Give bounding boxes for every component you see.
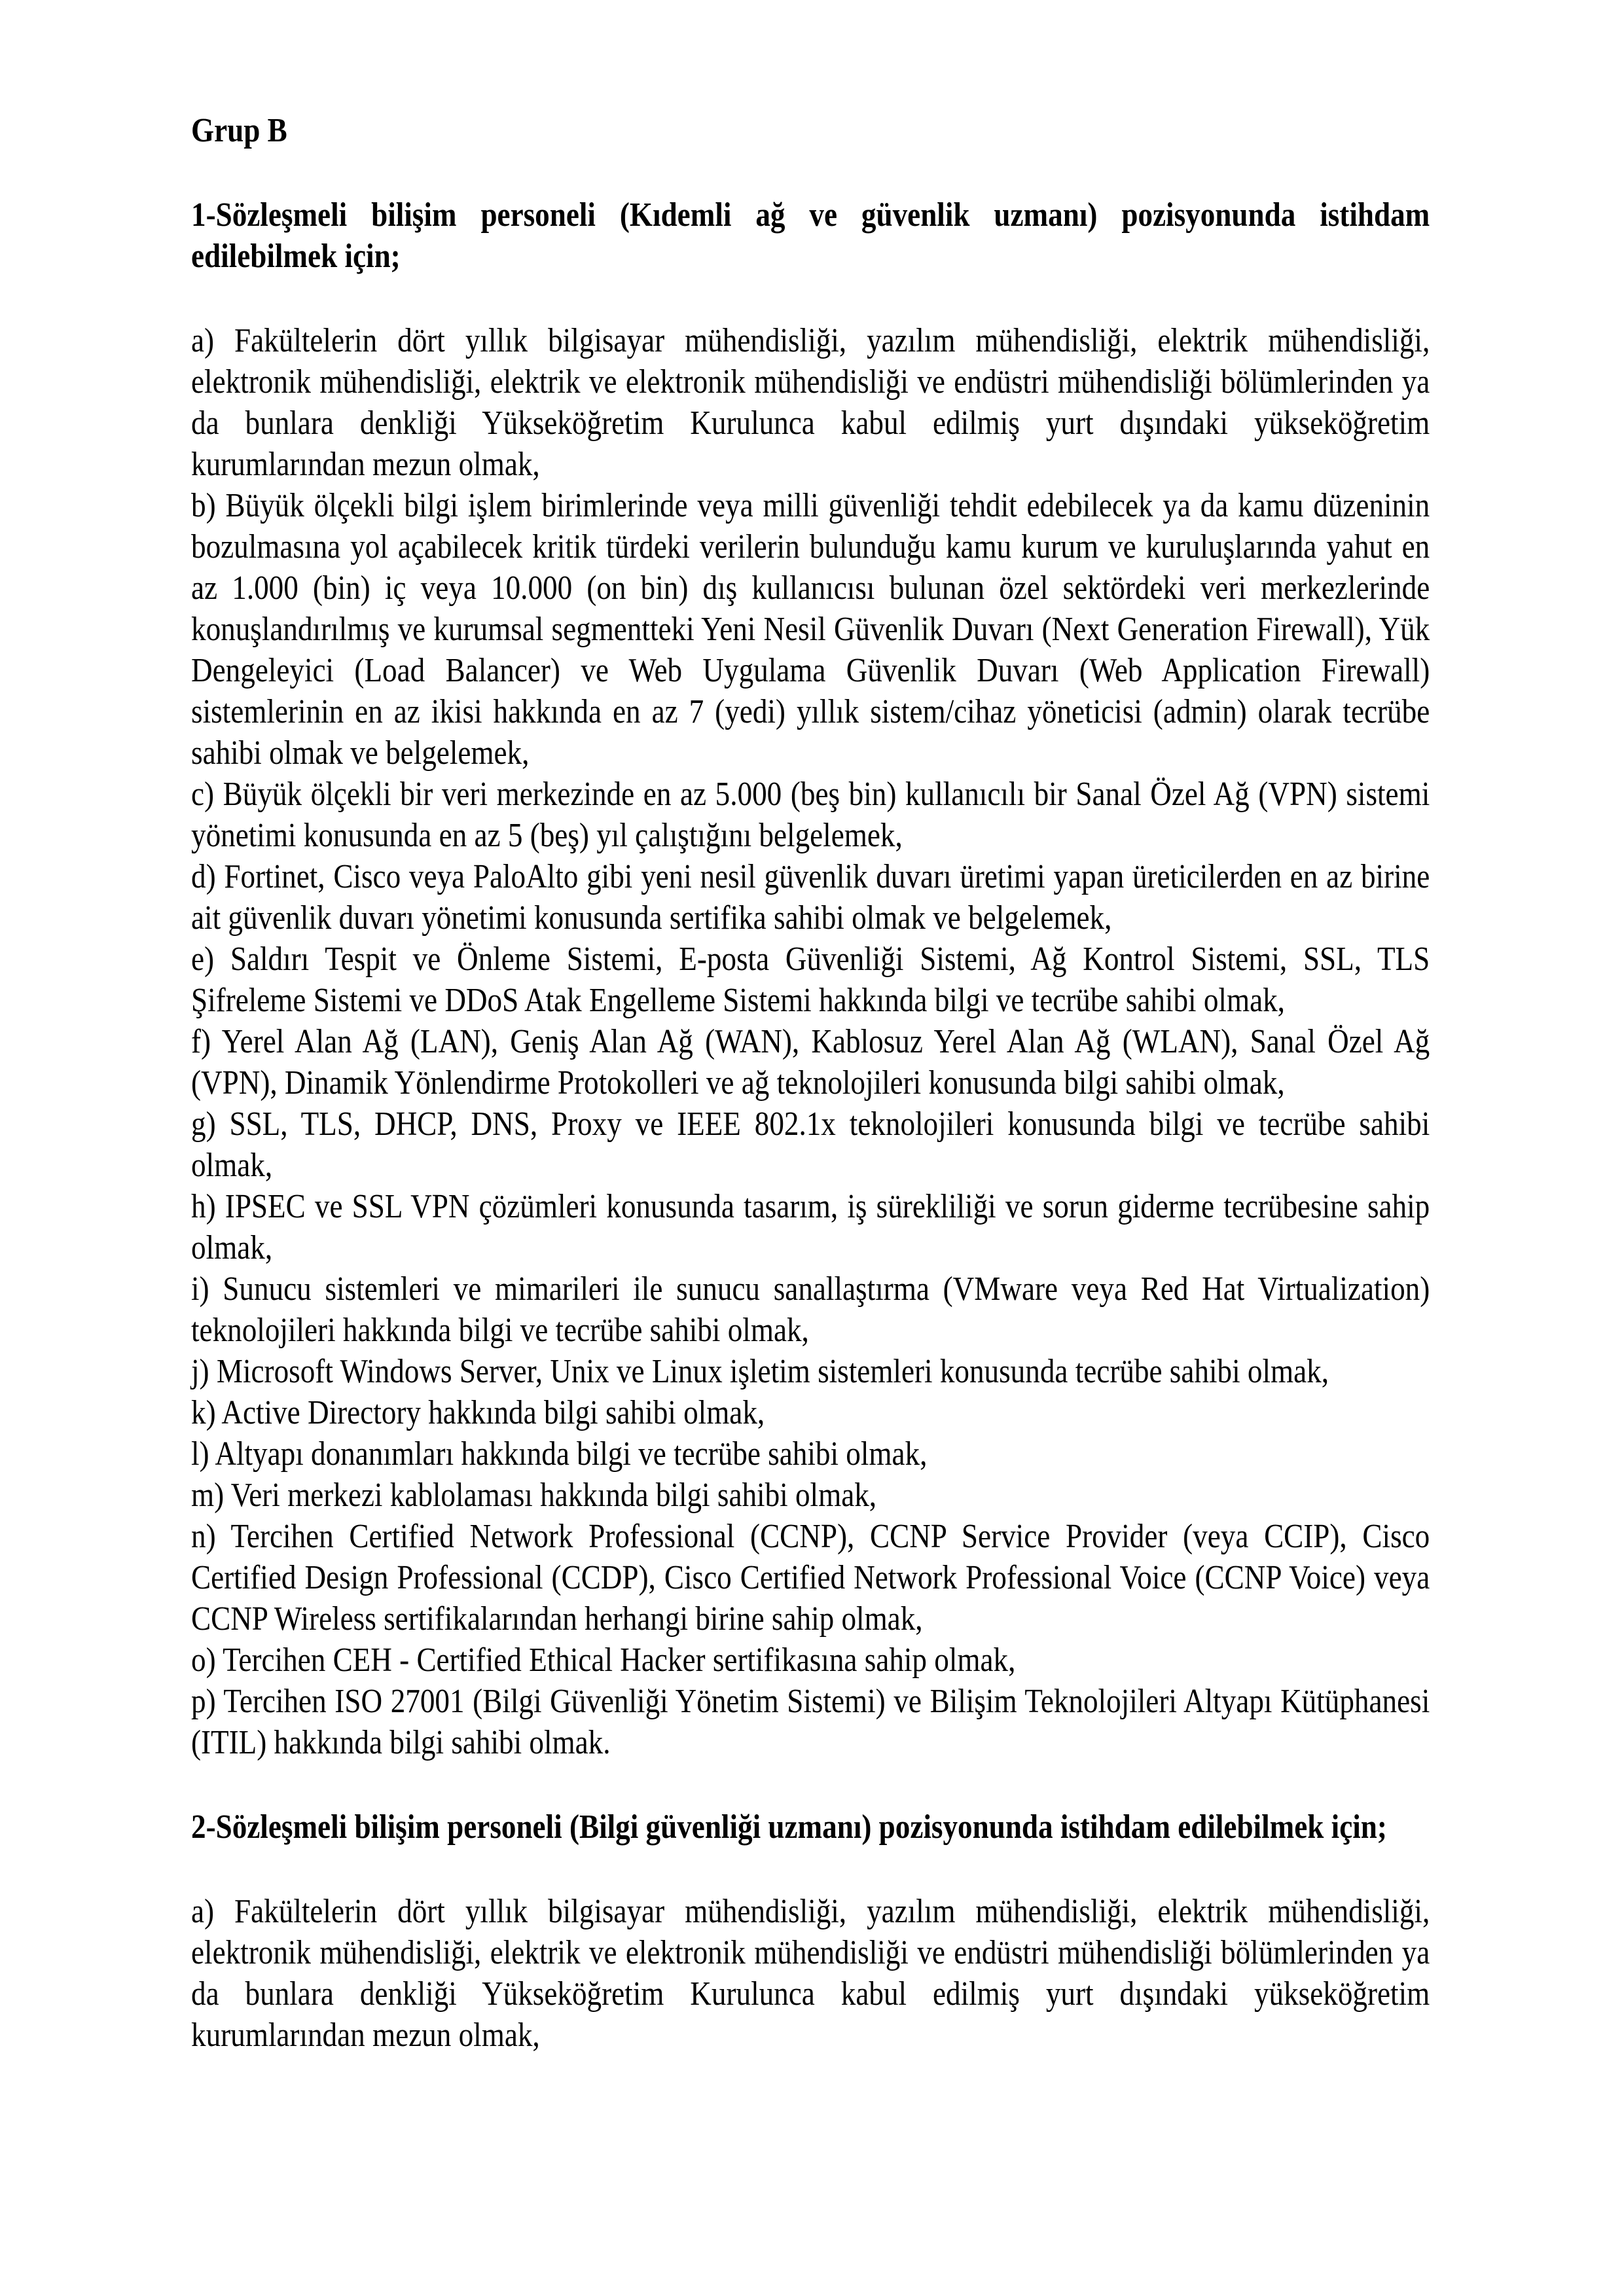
section-1-heading: 1-Sözleşmeli bilişim personeli (Kıdemli ağ ve güvenlik uzmanı) pozisyonunda istihdam edilebilmek için; — [191, 196, 1430, 275]
requirement-item-1k: k) Active Directory hakkında bilgi sahibi olmak, — [191, 1394, 765, 1431]
section-2-heading: 2-Sözleşmeli bilişim personeli (Bilgi güvenliği uzmanı) pozisyonunda istihdam edilebilmek için; — [191, 1808, 1387, 1846]
document-text-block — [191, 110, 1430, 2056]
requirement-item-1j: j) Microsoft Windows Server, Unix ve Linux işletim sistemleri konusunda tecrübe sahibi olmak, — [191, 1353, 1329, 1390]
group-title: Grup B — [191, 112, 287, 149]
requirement-item-1n: n) Tercihen Certified Network Professional (CCNP), CCNP Service Provider (veya CCIP), Cisco Certified Design Professional (CCDP), Cisco Certified Network Professional Voice (CCNP Voice) veya CCNP Wireless sertifikalarından herhangi birine sahip olmak, — [191, 1518, 1430, 1638]
requirement-item-1g: g) SSL, TLS, DHCP, DNS, Proxy ve IEEE 802.1x teknolojileri konusunda bilgi ve tecrübe sahibi olmak, — [191, 1105, 1430, 1184]
requirement-item-1e: e) Saldırı Tespit ve Önleme Sistemi, E-posta Güvenliği Sistemi, Ağ Kontrol Sistemi, SSL, TLS Şifreleme Sistemi ve DDoS Atak Engelleme Sistemi hakkında bilgi ve tecrübe sahibi olmak, — [191, 941, 1430, 1019]
requirement-item-2a: a) Fakültelerin dört yıllık bilgisayar mühendisliği, yazılım mühendisliği, elektrik mühendisliği, elektronik mühendisliği, elektrik ve elektronik mühendisliği ve endüstri mühendisliği bölümlerinden ya da bunlara denkliği Yükseköğretim Kurulunca kabul edilmiş yurt dışındaki yükseköğretim kurumlarından mezun olmak, — [191, 1893, 1430, 2054]
requirement-item-1d: d) Fortinet, Cisco veya PaloAlto gibi yeni nesil güvenlik duvarı üretimi yapan üreticilerden en az birine ait güvenlik duvarı yönetimi konusunda sertifika sahibi olmak ve belgelemek, — [191, 858, 1430, 937]
requirement-item-1h: h) IPSEC ve SSL VPN çözümleri konusunda tasarım, iş sürekliliği ve sorun giderme tecrübesine sahip olmak, — [191, 1188, 1430, 1266]
requirement-item-1b: b) Büyük ölçekli bilgi işlem birimlerinde veya milli güvenliği tehdit edebilecek ya da kamu düzeninin bozulmasına yol açabilecek kritik türdeki verilerin bulunduğu kamu kurum ve kuruluşlarında yahut en az 1.000 (bin) iç veya 10.000 (on bin) dış kullanıcısı bulunan özel sektördeki veri merkezlerinde konuşlandırılmış ve kurumsal segmentteki Yeni Nesil Güvenlik Duvarı (Next Generation Firewall), Yük Dengeleyici (Load Balancer) ve Web Uygulama Güvenlik Duvarı (Web Application Firewall) sistemlerinin en az ikisi hakkında en az 7 (yedi) yıllık sistem/cihaz yöneticisi (admin) olarak tecrübe sahibi olmak ve belgelemek, — [191, 487, 1430, 772]
requirement-item-1m: m) Veri merkezi kablolaması hakkında bilgi sahibi olmak, — [191, 1477, 877, 1514]
requirement-item-1c: c) Büyük ölçekli bir veri merkezinde en az 5.000 (beş bin) kullanıcılı bir Sanal Özel Ağ (VPN) sistemi yönetimi konusunda en az 5 (beş) yıl çalıştığını belgelemek, — [191, 776, 1430, 854]
requirement-item-1a: a) Fakültelerin dört yıllık bilgisayar mühendisliği, yazılım mühendisliği, elektrik mühendisliği, elektronik mühendisliği, elektrik ve elektronik mühendisliği ve endüstri mühendisliği bölümlerinden ya da bunlara denkliği Yükseköğretim Kurulunca kabul edilmiş yurt dışındaki yükseköğretim kurumlarından mezun olmak, — [191, 322, 1430, 483]
requirement-item-1p: p) Tercihen ISO 27001 (Bilgi Güvenliği Yönetim Sistemi) ve Bilişim Teknolojileri Altyapı Kütüphanesi (ITIL) hakkında bilgi sahibi olmak. — [191, 1683, 1430, 1761]
requirement-item-1f: f) Yerel Alan Ağ (LAN), Geniş Alan Ağ (WAN), Kablosuz Yerel Alan Ağ (WLAN), Sanal Özel Ağ (VPN), Dinamik Yönlendirme Protokolleri ve ağ teknolojileri konusunda bilgi sahibi olmak, — [191, 1023, 1430, 1102]
requirement-item-1o: o) Tercihen CEH - Certified Ethical Hacker sertifikasına sahip olmak, — [191, 1641, 1016, 1679]
requirement-item-1l: l) Altyapı donanımları hakkında bilgi ve tecrübe sahibi olmak, — [191, 1435, 928, 1473]
requirement-item-1i: i) Sunucu sistemleri ve mimarileri ile sunucu sanallaştırma (VMware veya Red Hat Virtualization) teknolojileri hakkında bilgi ve tecrübe sahibi olmak, — [191, 1270, 1430, 1349]
